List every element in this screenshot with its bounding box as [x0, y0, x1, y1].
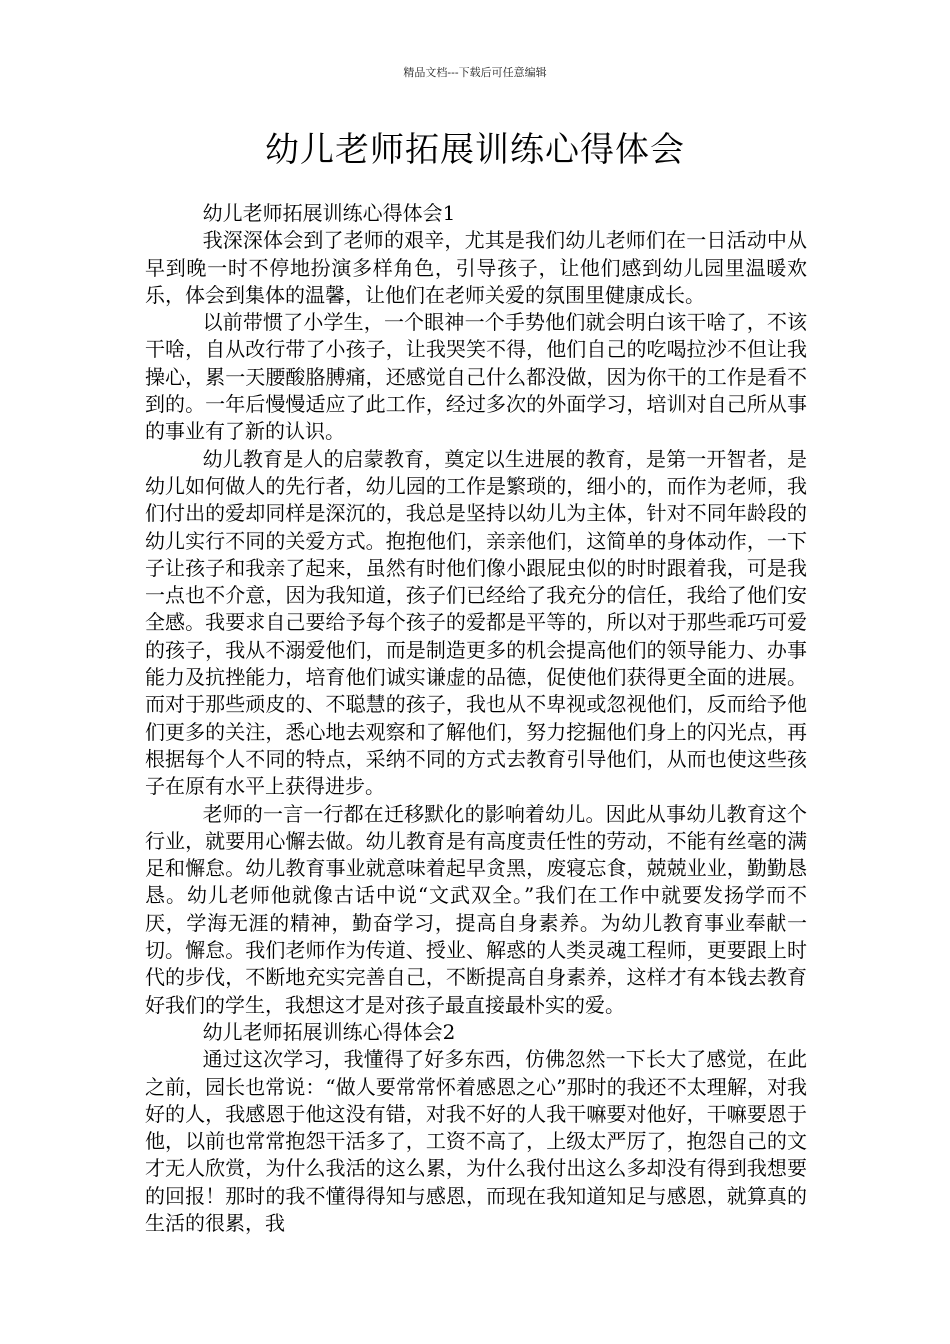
paragraph: 老师的一言一行都在迁移默化的影响着幼儿。因此从事幼儿教育这个行业，就要用心懈去做。幼儿教育是有高度责任性的劳动，不能有丝毫的满足和懈怠。幼儿教育事业就意味着起早贪黑，废寝忘食，兢兢业业，勤勤恳恳。幼儿老师他就像古话中说“文武双全。”我们在工作中就要发扬学而不厌，学海无涯的精神，勤奋学习，提高自身素养。为幼儿教育事业奉献一切。懈怠。我们老师作为传道、授业、解惑的人类灵魂工程师，更要跟上时代的步伐，不断地充实完善自己，不断提高自身素养，这样才有本钱去教育好我们的学生，我想这才是对孩子最直接最朴实的爱。: [145, 801, 807, 1017]
paragraph: 幼儿教育是人的启蒙教育，奠定以生进展的教育，是第一开智者，是幼儿如何做人的先行者，幼儿园的工作是繁琐的，细小的，而作为老师，我们付出的爱却同样是深沉的，我总是坚持以幼儿为主体，针对不同年龄段的幼儿实行不同的关爱方式。抱抱他们，亲亲他们，这简单的身体动作，一下子让孩子和我亲了起来，虽然有时他们像小跟屁虫似的时时跟着我，可是我一点也不介意，因为我知道，孩子们已经给了我充分的信任，我给了他们安全感。我要求自己要给予每个孩子的爱都是平等的，所以对于那些乖巧可爱的孩子，我从不溺爱他们，而是制造更多的机会提高他们的领导能力、办事能力及抗挫能力，培育他们诚实谦虚的品德，促使他们获得更全面的进展。而对于那些顽皮的、不聪慧的孩子，我也从不卑视或忽视他们，反而给予他们更多的关注，悉心地去观察和了解他们，努力挖掘他们身上的闪光点，再根据每个人不同的特点，采纳不同的方式去教育引导他们，从而也使这些孩子在原有水平上获得进步。: [145, 446, 807, 799]
document-body: [145, 200, 807, 1237]
document-title: 幼儿老师拓展训练心得体会: [265, 130, 685, 170]
section-heading-2: 幼儿老师拓展训练心得体会2: [202, 1019, 456, 1044]
header-note: 精品文档---下载后可任意编辑: [403, 66, 547, 79]
paragraph: 通过这次学习，我懂得了好多东西，仿佛忽然一下长大了感觉，在此之前，园长也常说：“做人要常常怀着感恩之心”那时的我还不太理解，对我好的人，我感恩于他这没有错，对我不好的人我干嘛要对他好，干嘛要恩于他，以前也常常抱怨干活多了，工资不高了，上级太严厉了，抱怨自己的文才无人欣赏，为什么我活的这么累，为什么我付出这么多却没有得到我想要的回报！那时的我不懂得得知与感恩，而现在我知道知足与感恩，就算真的生活的很累，我: [145, 1047, 807, 1235]
paragraph: 以前带惯了小学生，一个眼神一个手势他们就会明白该干啥了，不该干啥，自从改行带了小孩子，让我哭笑不得，他们自己的吃喝拉沙不但让我操心，累一天腰酸胳膊痛，还感觉自己什么都没做，因为你干的工作是看不到的。一年后慢慢适应了此工作，经过多次的外面学习，培训对自己所从事的事业有了新的认识。: [145, 310, 807, 444]
section-heading-1: 幼儿老师拓展训练心得体会1: [202, 201, 456, 225]
paragraph: 我深深体会到了老师的艰辛，尤其是我们幼儿老师们在一日活动中从早到晚一时不停地扮演多样角色，引导孩子，让他们感到幼儿园里温暖欢乐，体会到集体的温馨，让他们在老师关爱的氛围里健康成长。: [145, 228, 807, 307]
